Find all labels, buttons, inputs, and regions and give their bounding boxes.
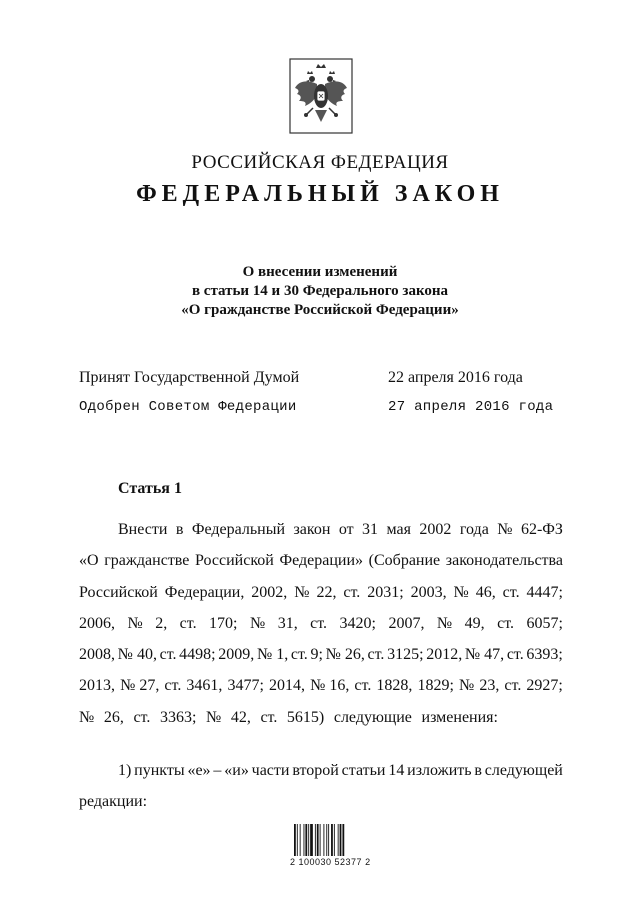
barcode-bar (317, 824, 319, 856)
word: 2, (155, 614, 168, 632)
word: ст. (367, 646, 385, 664)
word: статьи (341, 762, 386, 779)
text-line (79, 514, 563, 545)
text-line (79, 608, 563, 639)
text-line (79, 545, 563, 576)
word: Федерации» (279, 552, 364, 570)
word: 4498; (179, 646, 216, 664)
barcode-bar (328, 824, 329, 856)
word: Федерации, (164, 583, 245, 601)
word: ст. (164, 677, 182, 695)
duma-adoption-label: Принят Государственной Думой (79, 369, 300, 386)
word: № 1, (256, 646, 289, 664)
word: 2013, (79, 677, 115, 695)
word: изложить (407, 762, 472, 779)
word: года (459, 521, 489, 538)
barcode-bar (338, 824, 339, 856)
word: второй (292, 762, 339, 779)
word: 46, (475, 583, 496, 601)
word: 2006, (79, 614, 115, 632)
word: 31 (362, 521, 379, 538)
word: «е» (187, 762, 211, 779)
word: следующей (484, 762, 563, 779)
word: 4447; (526, 583, 563, 601)
word: № 16, (310, 677, 350, 695)
word: законодательства (445, 552, 563, 570)
word: 3477; (227, 677, 264, 695)
word: ст. (504, 677, 522, 695)
word: 3420; (339, 614, 376, 632)
barcode-bar (340, 824, 342, 856)
word: № 47, (464, 646, 505, 664)
word: 31, (277, 614, 298, 632)
word: 6393; (526, 646, 563, 664)
word: 2007, (388, 614, 425, 632)
word: ст. (497, 614, 514, 632)
word: № (127, 614, 143, 632)
law-title-line-3: «О гражданстве Российской Федерации» (181, 302, 459, 318)
word: ст. (179, 614, 197, 632)
coat-of-arms-icon (289, 58, 353, 134)
word: № (79, 708, 95, 726)
word: 22, (316, 583, 337, 601)
barcode-bar (308, 824, 309, 856)
law-title-line-2: в статьи 14 и 30 Федерального закона (191, 283, 449, 299)
text-line (79, 786, 563, 817)
word: редакции: (79, 793, 148, 811)
word: 1) (118, 762, 132, 779)
word: 5615) (286, 708, 325, 726)
barcode-bar (294, 824, 296, 856)
word: ст. (354, 677, 372, 695)
word: 2014, (269, 677, 305, 695)
word: закон (293, 521, 331, 538)
barcode-icon (293, 820, 363, 856)
word: Российской (79, 583, 158, 601)
word: изменения: (421, 708, 498, 726)
article-heading: Статья 1 (118, 480, 182, 497)
word: 1829; (417, 677, 454, 695)
word: части (251, 762, 290, 779)
text-line (79, 639, 563, 670)
word: 3461, (186, 677, 223, 695)
word: гражданстве (104, 552, 190, 570)
barcode-bar (310, 824, 313, 856)
word: 2003, (410, 583, 447, 601)
word: в (474, 762, 482, 779)
barcode-bar (300, 824, 301, 856)
country-name: РОССИЙСКАЯ ФЕДЕРАЦИЯ (191, 152, 449, 173)
word: ст. (506, 646, 524, 664)
word: № 27, (120, 677, 160, 695)
barcode-number: 2 100030 52377 2 (290, 857, 371, 867)
word: 2008, (79, 646, 115, 664)
word: «и» (224, 762, 249, 779)
word: мая (386, 521, 411, 538)
article-body (79, 514, 563, 733)
word: ст. (159, 646, 177, 664)
word: в (175, 521, 184, 538)
word: – (213, 762, 222, 779)
word: ст. (133, 708, 151, 726)
barcode-bar (305, 824, 307, 856)
barcode-bar (320, 824, 321, 856)
word: 2012, (426, 646, 463, 664)
word: 6057; (526, 614, 563, 632)
word: ст. (502, 583, 520, 601)
word: 170; (209, 614, 238, 632)
word: ст. (290, 646, 308, 664)
article-item-1 (79, 755, 563, 818)
word: № (436, 614, 453, 632)
word: № (453, 583, 469, 601)
word: 14 (388, 762, 405, 779)
word: № (497, 521, 513, 538)
barcode-bar (297, 824, 298, 856)
word: 2002 (419, 521, 452, 538)
word: пункты (134, 762, 185, 779)
council-approval-label: Одобрен Советом Федерации (79, 399, 297, 415)
word: № 40, (117, 646, 157, 664)
word: № 26, (325, 646, 365, 664)
word: ст. (310, 614, 328, 632)
barcode-bar (323, 824, 324, 856)
word: ст. (260, 708, 278, 726)
word: 2009, (218, 646, 255, 664)
word: 26, (103, 708, 124, 726)
word: № (205, 708, 222, 726)
text-line (79, 577, 563, 608)
text-line (79, 755, 563, 786)
word: Российской (195, 552, 274, 570)
law-title (0, 263, 640, 320)
word: (Собрание (368, 552, 441, 570)
word: 42, (230, 708, 251, 726)
word: Внести (118, 521, 168, 538)
word: ст. (343, 583, 361, 601)
word: 3363; (159, 708, 197, 726)
word: 2002, (251, 583, 288, 601)
barcode-bar (315, 824, 316, 856)
text-line (79, 702, 563, 733)
word: № (294, 583, 310, 601)
document-type: ФЕДЕРАЛЬНЫЙ ЗАКОН (136, 181, 504, 207)
word: 62-ФЗ (520, 521, 563, 538)
word: 3125; (387, 646, 424, 664)
word: от (338, 521, 354, 538)
law-title-line-1: О внесении изменений (242, 264, 398, 280)
barcode-bar (326, 824, 327, 856)
word: 2031; (367, 583, 404, 601)
barcode-bar (304, 824, 305, 856)
council-approval-date: 27 апреля 2016 года (388, 399, 554, 415)
barcode-bar (331, 824, 333, 856)
duma-adoption-date: 22 апреля 2016 года (388, 369, 523, 386)
word: № (249, 614, 266, 632)
word: 49, (464, 614, 485, 632)
word: 23, (479, 677, 500, 695)
word: Федеральный (191, 521, 285, 538)
word: «О (79, 552, 99, 570)
barcode-bar (334, 824, 335, 856)
word: № (459, 677, 475, 695)
barcode-bar (342, 824, 344, 856)
text-line (79, 670, 563, 701)
word: 1828, (376, 677, 413, 695)
word: следующие (333, 708, 412, 726)
word: 9; (310, 646, 323, 664)
word: 2927; (526, 677, 563, 695)
